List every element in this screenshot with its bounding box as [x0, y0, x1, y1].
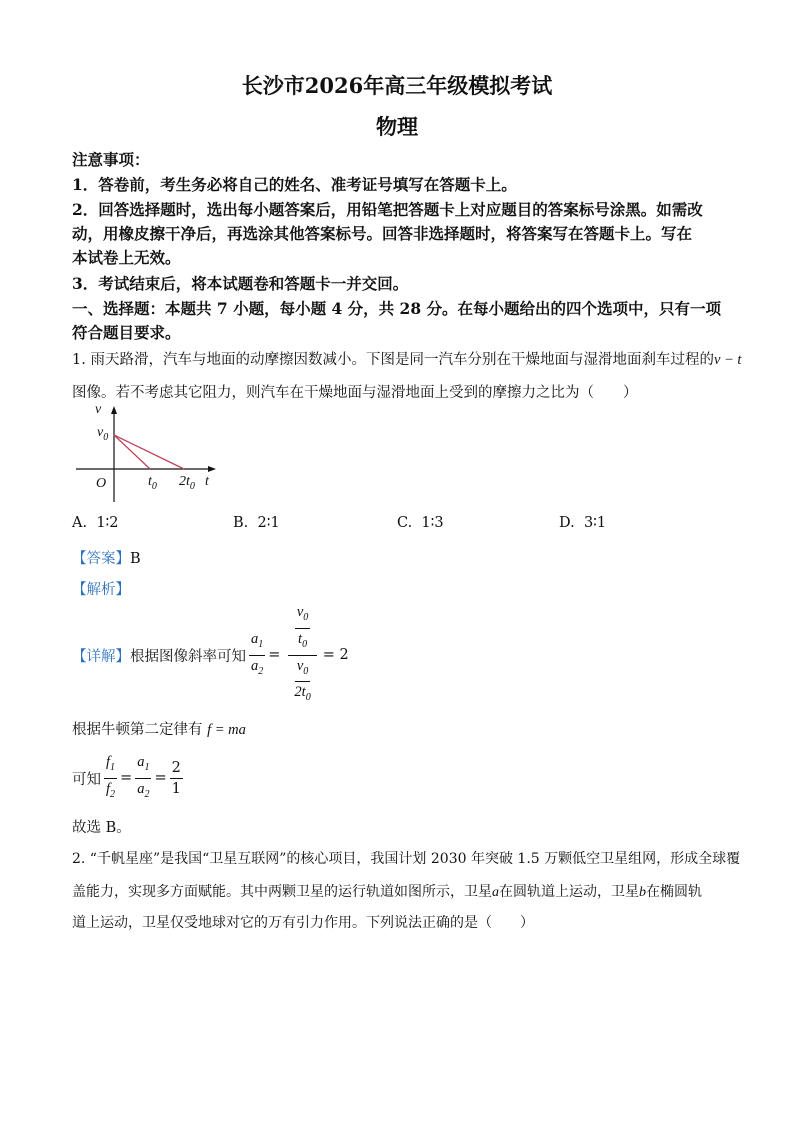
option-c-text: 1∶3 [421, 515, 444, 531]
q2-line-3: 道上运动，卫星仅受地球对它的万有引力作用。下列说法正确的是（ ） [72, 915, 534, 931]
notice-item-2-line-3: 本试卷上无效。 [72, 248, 181, 267]
section-heading-line-2: 符合题目要求。 [72, 323, 181, 342]
notice-item-2-line-1: 2．回答选择题时，选出每小题答案后，用铅笔把答题卡上对应题目的答案标号涂黑。如需改 [72, 200, 703, 219]
q1-vt-symbol: v − t [713, 352, 742, 368]
newton-text: 根据牛顿第二定律有 [72, 722, 203, 738]
option-b-text: 2∶1 [257, 515, 280, 531]
option-d-text: 3∶1 [583, 515, 607, 531]
section-heading-line-1: 一、选择题：本题共 7 小题，每小题 4 分，共 28 分。在每小题给出的四个选项中，只有一项 [72, 299, 722, 318]
newton-formula: f = ma [207, 722, 246, 738]
notice-item-3: 3．考试结束后，将本试题卷和答题卡一并交回。 [72, 274, 409, 293]
v-axis-arrow [111, 406, 117, 414]
ratio-denominator: 1 [171, 780, 181, 797]
t0-label [148, 474, 157, 492]
answer-value: B [130, 551, 141, 567]
2t0-label [179, 474, 195, 492]
detail-label: 【详解】 [72, 648, 130, 665]
option-b [233, 515, 280, 531]
answer-label: 【答案】 [72, 551, 130, 567]
f-ratio-fraction: $\frac{f_1}{f_2}$ [106, 753, 116, 800]
t-axis-arrow [208, 466, 216, 472]
option-d-letter: D. [559, 515, 575, 531]
q2-line-1: 2. “千帆星座”是我国“卫星互联网”的核心项目，我国计划 2030 年突破 1.5 万颗低空卫星组网，形成全球覆 [72, 851, 741, 867]
option-c-letter: C. [397, 515, 413, 531]
option-a [72, 515, 119, 531]
wet-road-line [114, 435, 184, 469]
subject-title: 物理 [376, 114, 418, 139]
origin-label: O [96, 476, 107, 491]
t0-symbol: t [148, 474, 152, 489]
q2-line-2-end: 在椭圆轨 [646, 884, 702, 900]
v0-symbol: v [97, 425, 104, 440]
t0-subscript: 0 [151, 480, 157, 492]
option-b-letter: B. [233, 515, 249, 531]
v0-subscript: 0 [103, 431, 109, 443]
notice-heading: 注意事项： [72, 150, 150, 169]
ratio-line: 可知 $\frac{f_1}{f_2}$ = $\frac{a_1}{a_2}$ = $\frac{2}{1}$ [72, 752, 186, 804]
ratio-text: 可知 [72, 771, 101, 788]
2t0-subscript: 0 [189, 480, 195, 492]
detail-result: = 2 [322, 647, 349, 663]
detail-text: 根据图像斜率可知 [130, 648, 246, 665]
dry-road-line [114, 435, 150, 469]
q1-stem-line-1 [72, 348, 741, 369]
satellite-b-symbol: b [639, 885, 646, 900]
option-a-letter: A. [72, 515, 88, 531]
q2-line-2-text: 盖能力，实现多方面赋能。其中两颗卫星的运行轨道如图所示，卫星 [72, 884, 492, 900]
satellite-a-symbol: a [492, 885, 499, 900]
exam-title: 长沙市2026年高三年级模拟考试 [241, 73, 553, 98]
v-axis-label: v [95, 402, 102, 417]
a-ratio-fraction: $\frac{a_1}{a_2}$ [251, 630, 264, 677]
ratio-numerator: 2 [170, 758, 183, 779]
option-a-text: 1∶2 [96, 515, 119, 531]
option-c [397, 515, 444, 531]
q2-line-2 [72, 881, 702, 901]
q1-stem-line-2: 图像。若不考虑其它阻力，则汽车在干燥地面与湿滑地面上受到的摩擦力之比为（ ） [72, 385, 638, 401]
q1-stem-text: 1. 雨天路滑，汽车与地面的动摩擦因数减小。下图是同一汽车分别在干燥地面与湿滑地面刹车过程的 [72, 352, 714, 368]
analysis-label: 【解析】 [72, 582, 130, 598]
option-d [559, 515, 606, 531]
detail-line: 【详解】 根据图像斜率可知 $\frac{a_1}{a_2}$ = $\frac{\frac{v_0}{t_0}}{\frac{v_0}{2t_0}}$ = 2 [72, 610, 349, 700]
q2-line-2-mid: 在圆轨道上运动，卫星 [499, 884, 639, 900]
notice-item-2-line-2: 动，用橡皮擦干净后，再选涂其他答案标号。回答非选择题时，将答案写在答题卡上。写在 [72, 224, 693, 243]
2t0-symbol: 2t [179, 474, 190, 489]
v0-label [97, 425, 108, 443]
answer-line [72, 547, 141, 568]
t-axis-label: t [205, 474, 209, 489]
a-ratio-fraction-2: $\frac{a_1}{a_2}$ [137, 753, 150, 800]
numeric-ratio-fraction [170, 758, 183, 799]
conclusion: 故选 B。 [72, 820, 131, 836]
notice-item-1: 1．答卷前，考生务必将自己的姓名、准考证号填写在答题卡上。 [72, 175, 517, 194]
newton-line [72, 718, 246, 739]
slope-ratio-fraction: $\frac{\frac{v_0}{t_0}}{\frac{v_0}{2t_0}}$ [285, 602, 319, 709]
